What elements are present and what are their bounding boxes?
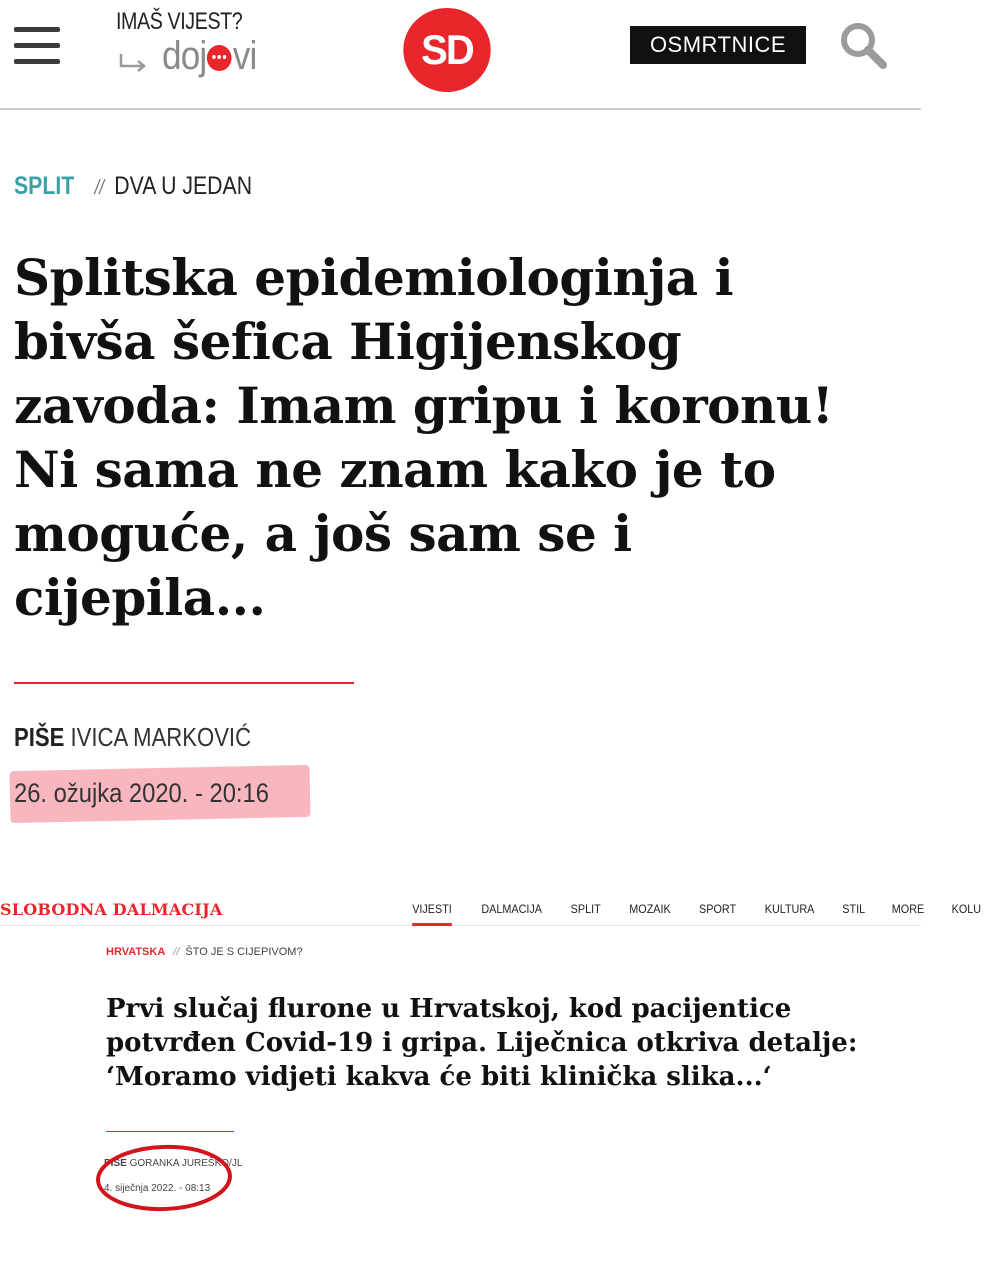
headline-line: Ni sama ne znam kako je to (14, 440, 776, 499)
headline-line: bivša šefica Higijenskog (14, 312, 682, 371)
desktop-nav-bar (0, 896, 982, 926)
subcategory-label-2[interactable]: ŠTO JE S CIJEPIVOM? (185, 946, 303, 958)
nav-item-kolu[interactable]: KOLU (951, 902, 982, 916)
article-headline (14, 246, 904, 630)
annotation-circle (94, 1143, 234, 1213)
sd-logo[interactable]: SD (403, 8, 490, 92)
tip-word: doj vi (162, 34, 257, 78)
nav-item-sport[interactable]: SPORT (698, 902, 736, 916)
headline-line: zavoda: Imam gripu i koronu! (14, 376, 834, 435)
publish-date-2: 4. siječnja 2022. - 08:13 (104, 1183, 211, 1194)
headline-line: cijepila... (14, 568, 266, 627)
headline-divider (14, 682, 354, 684)
hamburger-menu-icon[interactable] (14, 27, 60, 65)
category-link-2[interactable]: HRVATSKA (106, 946, 166, 958)
nav-item-dalmacija[interactable]: DALMACIJA (481, 902, 543, 916)
category-link[interactable]: SPLIT (14, 172, 75, 200)
author-name-2[interactable]: GORANKA JUREŠKO/JL (129, 1158, 243, 1169)
byline (14, 722, 251, 753)
category-breadcrumb-2 (106, 946, 303, 958)
main-nav (410, 902, 1007, 926)
brand-logo[interactable]: SLOBODNA DALMACIJA (0, 900, 223, 919)
tip-off-link[interactable] (112, 8, 302, 88)
byline-prefix: PIŠE (14, 722, 65, 752)
author-name[interactable]: IVICA MARKOVIĆ (70, 722, 252, 752)
nav-item-kultura[interactable]: KULTURA (764, 902, 815, 916)
article-headline-2 (106, 992, 906, 1094)
return-arrow-icon (118, 52, 148, 72)
breadcrumb-separator-2: // (173, 946, 180, 958)
nav-item-stil[interactable]: STIL (842, 902, 866, 916)
headline-line: moguće, a još sam se i (14, 504, 632, 563)
nav-item-split[interactable]: SPLIT (571, 902, 602, 916)
tip-question: IMAŠ VIJEST? (116, 8, 243, 35)
nav-item-vijesti[interactable]: VIJESTI (412, 902, 452, 926)
headline-line: Prvi slučaj flurone u Hrvatskoj, kod pacijentice (106, 994, 792, 1024)
byline-prefix-2: PIŠE (104, 1158, 127, 1169)
subcategory-label[interactable]: DVA U JEDAN (114, 172, 253, 200)
breadcrumb-separator: // (94, 177, 105, 199)
speech-bubble-icon (207, 45, 232, 71)
category-breadcrumb (14, 172, 252, 201)
top-header-bar (0, 0, 921, 110)
obituaries-button[interactable]: OSMRTNICE (630, 26, 806, 64)
nav-item-mozaik[interactable]: MOZAIK (629, 902, 671, 916)
headline-line: Splitska epidemiologinja i (14, 248, 734, 307)
headline-line: potvrđen Covid-19 i gripa. Liječnica otkriva detalje: (106, 1028, 858, 1058)
headline-line: ‘Moramo vidjeti kakva će biti klinička slika...‘ (106, 1062, 772, 1092)
nav-item-more[interactable]: MORE (892, 902, 925, 916)
search-icon[interactable] (838, 20, 888, 70)
publish-date: 26. ožujka 2020. - 20:16 (14, 778, 269, 808)
headline-divider-2 (106, 1131, 234, 1132)
